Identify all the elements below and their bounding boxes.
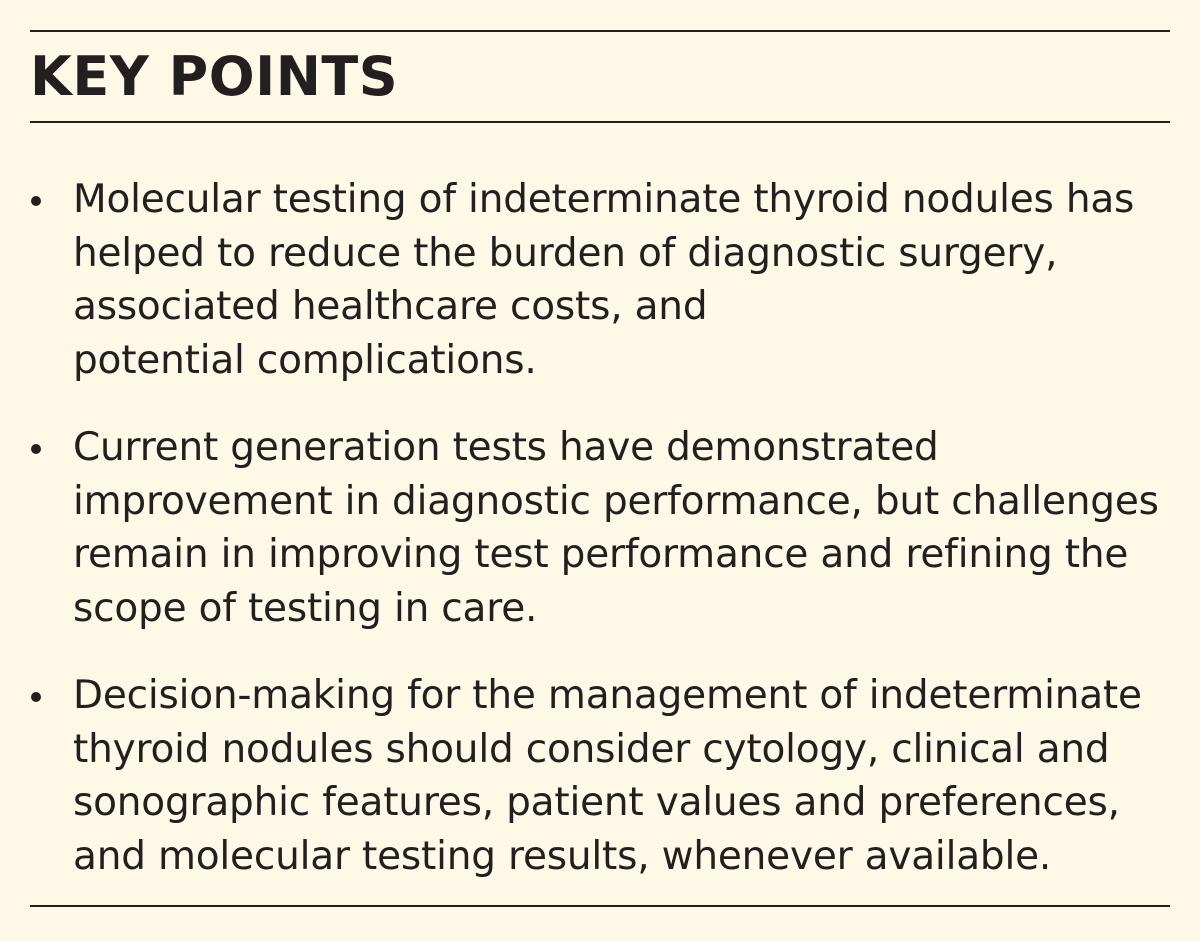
bottom-rule xyxy=(30,905,1170,907)
key-point-line: associated healthcare costs, and xyxy=(73,284,708,329)
top-rule xyxy=(30,30,1170,32)
key-point-line: Molecular testing of indeterminate thyroid nodules has xyxy=(73,177,1135,222)
key-point-item xyxy=(30,669,1170,883)
key-point-item xyxy=(30,421,1170,635)
key-point-line: Decision-making for the management of indeterminate xyxy=(73,673,1142,718)
key-points-list xyxy=(30,173,1170,917)
key-point-line: helped to reduce the burden of diagnostic surgery, xyxy=(73,230,1058,276)
key-point-line: improvement in diagnostic performance, but challenges xyxy=(73,478,1159,524)
key-point-item xyxy=(30,173,1170,387)
key-point-line: sonographic features, patient values and preferences, xyxy=(73,780,1120,825)
key-point-line: scope of testing in care. xyxy=(73,585,538,631)
key-point-line: potential complications. xyxy=(73,337,537,383)
key-points-heading: KEY POINTS xyxy=(30,45,399,108)
bullet-icon xyxy=(31,444,41,454)
bullet-icon xyxy=(31,692,41,702)
key-point-line: and molecular testing results, whenever available. xyxy=(73,833,1052,879)
key-point-line: remain in improving test performance and refining the xyxy=(73,532,1129,577)
bullet-icon xyxy=(31,196,41,206)
heading-rule xyxy=(30,121,1170,123)
key-point-line: Current generation tests have demonstrated xyxy=(73,425,939,470)
key-point-line: thyroid nodules should consider cytology, clinical and xyxy=(73,726,1110,772)
